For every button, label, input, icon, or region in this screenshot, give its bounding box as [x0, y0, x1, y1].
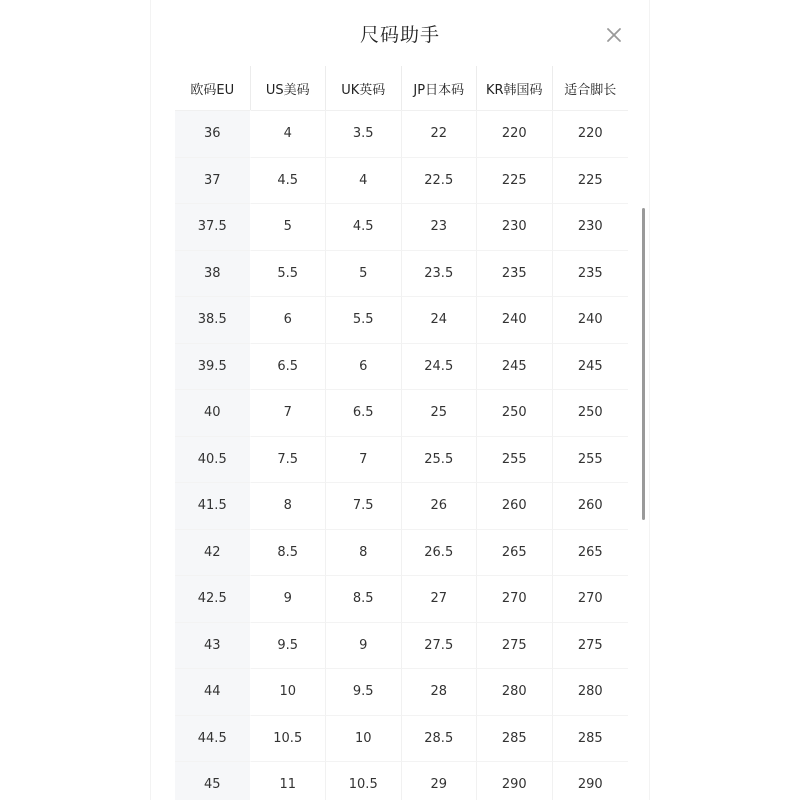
table-row — [175, 110, 628, 158]
table-cell: 44.5 — [175, 716, 251, 763]
table-cell: 37 — [175, 158, 251, 205]
table-cell: 5.5 — [251, 251, 327, 298]
table-cell: 37.5 — [175, 204, 251, 251]
table-cell: 290 — [553, 762, 629, 800]
table-cell: 290 — [477, 762, 553, 800]
table-cell: 25.5 — [402, 437, 478, 484]
table-cell: 7 — [326, 437, 402, 484]
table-cell: 9 — [326, 623, 402, 670]
table-cell: 245 — [477, 344, 553, 391]
table-cell: 4.5 — [251, 158, 327, 205]
table-cell: 10 — [251, 669, 327, 716]
table-cell: 25 — [402, 390, 478, 437]
table-cell: 28 — [402, 669, 478, 716]
table-row — [175, 483, 628, 530]
table-cell: 240 — [553, 297, 629, 344]
table-row — [175, 344, 628, 391]
table-cell: 23 — [402, 204, 478, 251]
table-cell: 36 — [175, 110, 251, 158]
column-header: JP日本码 — [402, 66, 478, 110]
table-cell: 22.5 — [402, 158, 478, 205]
column-header: 欧码EU — [175, 66, 251, 110]
table-cell: 275 — [553, 623, 629, 670]
table-cell: 5 — [326, 251, 402, 298]
table-cell: 4 — [251, 110, 327, 158]
table-cell: 7.5 — [326, 483, 402, 530]
size-table-header — [175, 66, 628, 110]
table-cell: 39.5 — [175, 344, 251, 391]
table-cell: 275 — [477, 623, 553, 670]
table-cell: 6 — [326, 344, 402, 391]
table-row — [175, 762, 628, 800]
table-cell: 265 — [477, 530, 553, 577]
table-cell: 285 — [553, 716, 629, 763]
table-cell: 220 — [477, 110, 553, 158]
table-cell: 8 — [326, 530, 402, 577]
table-cell: 240 — [477, 297, 553, 344]
table-cell: 26 — [402, 483, 478, 530]
table-cell: 255 — [553, 437, 629, 484]
table-cell: 8.5 — [326, 576, 402, 623]
column-header: KR韩国码 — [477, 66, 553, 110]
table-cell: 40 — [175, 390, 251, 437]
table-cell: 8.5 — [251, 530, 327, 577]
table-cell: 23.5 — [402, 251, 478, 298]
table-row — [175, 530, 628, 577]
column-header: US美码 — [251, 66, 327, 110]
table-cell: 9 — [251, 576, 327, 623]
table-cell: 260 — [553, 483, 629, 530]
dialog-title: 尺码助手 — [359, 24, 440, 46]
table-row — [175, 204, 628, 251]
table-cell: 8 — [251, 483, 327, 530]
table-cell: 225 — [553, 158, 629, 205]
table-cell: 29 — [402, 762, 478, 800]
table-cell: 6.5 — [251, 344, 327, 391]
table-cell: 220 — [553, 110, 629, 158]
table-cell: 24 — [402, 297, 478, 344]
table-cell: 10.5 — [251, 716, 327, 763]
table-cell: 24.5 — [402, 344, 478, 391]
table-row — [175, 623, 628, 670]
table-cell: 250 — [553, 390, 629, 437]
size-guide-dialog — [151, 0, 649, 800]
table-row — [175, 716, 628, 763]
table-row — [175, 251, 628, 298]
table-cell: 42.5 — [175, 576, 251, 623]
table-cell: 3.5 — [326, 110, 402, 158]
table-row — [175, 669, 628, 716]
table-cell: 250 — [477, 390, 553, 437]
table-cell: 22 — [402, 110, 478, 158]
table-cell: 245 — [553, 344, 629, 391]
table-cell: 4 — [326, 158, 402, 205]
close-icon — [603, 24, 625, 46]
table-row — [175, 437, 628, 484]
table-cell: 38 — [175, 251, 251, 298]
table-cell: 255 — [477, 437, 553, 484]
table-cell: 280 — [553, 669, 629, 716]
table-cell: 44 — [175, 669, 251, 716]
table-row — [175, 158, 628, 205]
table-cell: 280 — [477, 669, 553, 716]
table-cell: 270 — [553, 576, 629, 623]
column-header: 适合脚长 — [553, 66, 629, 110]
table-cell: 4.5 — [326, 204, 402, 251]
close-button[interactable] — [603, 24, 625, 46]
table-cell: 5.5 — [326, 297, 402, 344]
table-cell: 260 — [477, 483, 553, 530]
table-cell: 38.5 — [175, 297, 251, 344]
table-row — [175, 576, 628, 623]
table-cell: 6.5 — [326, 390, 402, 437]
column-header: UK英码 — [326, 66, 402, 110]
table-cell: 42 — [175, 530, 251, 577]
table-cell: 10.5 — [326, 762, 402, 800]
table-row — [175, 390, 628, 437]
table-cell: 6 — [251, 297, 327, 344]
table-cell: 230 — [477, 204, 553, 251]
table-cell: 45 — [175, 762, 251, 800]
size-table — [175, 66, 628, 800]
table-cell: 27.5 — [402, 623, 478, 670]
table-cell: 11 — [251, 762, 327, 800]
table-cell: 235 — [477, 251, 553, 298]
table-cell: 41.5 — [175, 483, 251, 530]
table-cell: 265 — [553, 530, 629, 577]
table-cell: 10 — [326, 716, 402, 763]
table-cell: 230 — [553, 204, 629, 251]
table-cell: 225 — [477, 158, 553, 205]
table-cell: 28.5 — [402, 716, 478, 763]
table-cell: 5 — [251, 204, 327, 251]
table-cell: 43 — [175, 623, 251, 670]
table-cell: 285 — [477, 716, 553, 763]
size-table-body — [175, 110, 628, 800]
table-cell: 40.5 — [175, 437, 251, 484]
table-cell: 7.5 — [251, 437, 327, 484]
table-cell: 7 — [251, 390, 327, 437]
table-cell: 235 — [553, 251, 629, 298]
table-row — [175, 297, 628, 344]
table-cell: 26.5 — [402, 530, 478, 577]
table-cell: 27 — [402, 576, 478, 623]
scrollbar-thumb[interactable] — [642, 208, 645, 520]
table-cell: 9.5 — [251, 623, 327, 670]
table-cell: 270 — [477, 576, 553, 623]
header-row — [175, 66, 628, 110]
size-table-scroll-area[interactable] — [175, 66, 628, 800]
table-cell: 9.5 — [326, 669, 402, 716]
